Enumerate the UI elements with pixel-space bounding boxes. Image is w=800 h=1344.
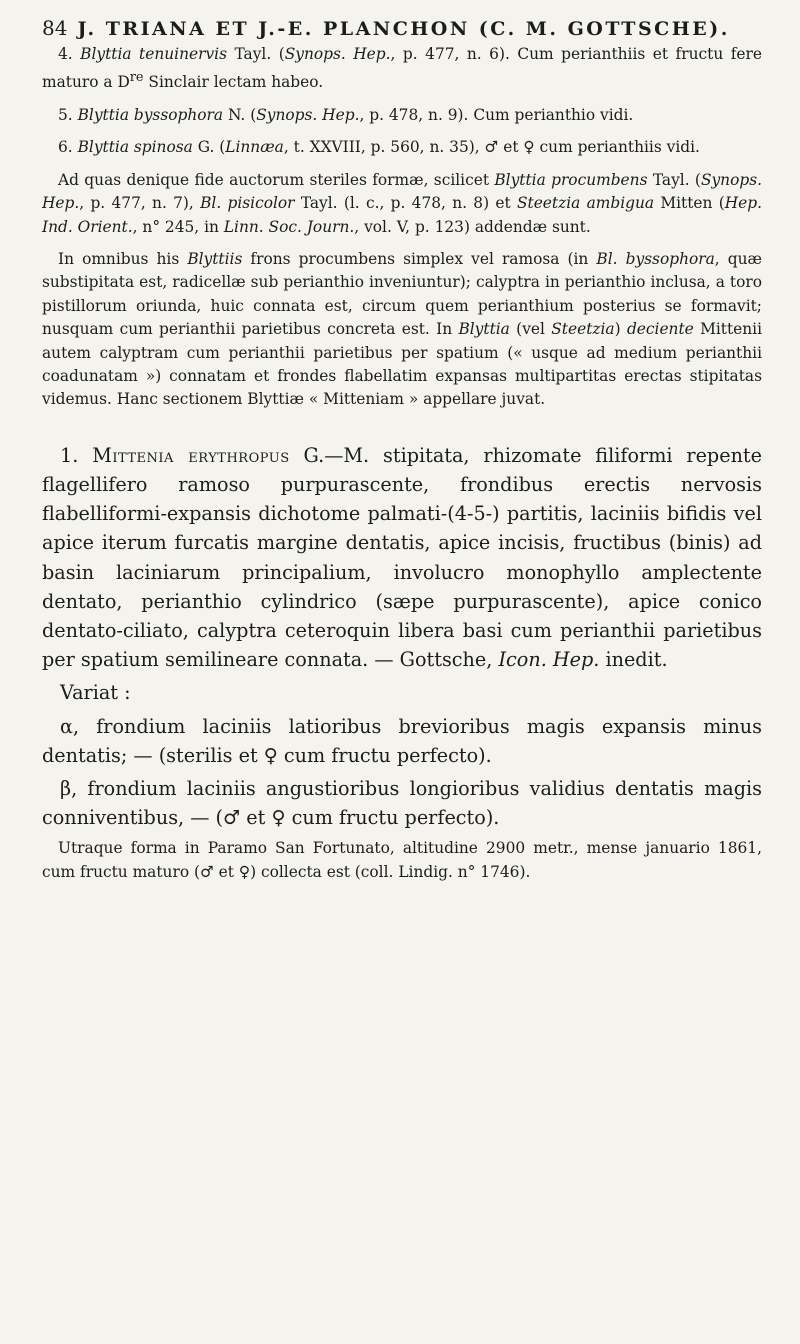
species-name: Mittenia erythropus [92,443,290,467]
text: Tayl. ( [647,170,701,189]
small-text-section [42,43,762,412]
italic-text: Hep. Ind. Orient. [42,194,762,236]
description-text: G.—M. stipitata, rhizomate filiformi repente flagellifero ramoso purpurascente, frondibus erectis nervosis flabelliformi-expansis dichotome palmati-(4-5-) partitis, laciniis bifidis vel apice iterum furcatis margine dentatis, apice incisis, fructibus (binis) ad basin laciniarum principalium, involucro monophyllo amplectente dentato, perianthio cylindrico (sæpe purpurascente), apice conico dentato-ciliato, calyptra ceteroquin libera basi cum perianthii parietibus per spatium semilineare connata. — Gottsche, [42,443,762,672]
paragraph-steriles [42,169,762,239]
text: ) [614,320,627,339]
superscript: re [129,70,144,86]
text: Mitten ( [654,194,725,213]
text: In omnibus his [58,249,188,268]
entry-6 [42,136,762,159]
taxon-name: Blyttia byssophora [77,105,224,124]
entry-number: 6. [58,138,73,157]
text: , n° 245, in [132,217,224,236]
italic-text: Steetzia ambigua [516,194,655,213]
variat-label: Variat : [60,681,131,705]
section-separator [42,421,762,441]
italic-text: Bl. byssophora [596,249,715,268]
entry-4 [42,43,762,95]
entry-number: 1. [60,443,79,467]
text: frons procumbens simplex vel ramosa (in [242,249,597,268]
text: Ad quas denique fide auctorum steriles formæ, scilicet [58,170,495,189]
italic-text: Blyttia [458,320,510,339]
reference-work: Synops. Hep. [256,105,360,124]
entry-number: 4. [58,45,73,63]
author: Tayl. ( [226,45,285,63]
locality-note [42,836,762,884]
text: Mittenii autem calyptram cum perianthii parietibus per spatium (« usque ad medium perianthii coadunatam ») connatam et frondes flabellatim expansas multipartitas erectas stipitatas videmus. Hanc sectionem Blyttiæ « Mitteniam » appellare juvat. [42,320,763,409]
page-number: 84 [42,16,68,40]
mittenia-description [42,441,762,675]
running-head [42,14,762,43]
italic-text: deciente [626,320,694,339]
author: G. ( [192,138,226,157]
italic-text: Synops. Hep. [42,170,762,213]
entry-number: 5. [58,105,73,124]
taxon-name: Blyttia tenuinervis [80,45,227,63]
reference-text: , t. XXVIII, p. 560, n. 35), ♂ et ♀ cum perianthiis vidi. [283,138,700,157]
italic-text: Steetzia [551,320,615,339]
italic-text: Blyttia procumbens [494,170,648,189]
text: Tayl. (l. c., p. 478, n. 8) et [294,194,517,213]
variety-beta: β, frondium laciniis angustioribus longioribus validius dentatis magis conniventibus, — (♂ et ♀ cum fructu perfecto). [42,777,762,830]
reference-text: , p. 478, n. 9). Cum perianthio vidi. [359,105,634,124]
text: , vol. V, p. 123) addendæ sunt. [354,217,591,236]
italic-text: Linn. Soc. Journ. [223,217,355,236]
reference-text: , p. 477, n. 6). Cum perianthiis et fructu fere maturo a D [42,45,762,92]
paragraph-omnibus [42,248,762,412]
entry-tail: Sinclair lectam habeo. [143,73,324,92]
reference-work: Synops. Hep. [284,45,391,63]
author: N. ( [223,105,257,124]
text: inedit. [599,648,668,672]
text: , quæ substipitata est, radicellæ sub perianthio inveniuntur); calyptra in perianthio inclusa, a toro pistillorum oriunda, huic connata est, circum quem perianthium posterius se formavit; nusquam cum perianthii parietibus concreta est. In [42,249,762,339]
text: (vel [509,320,552,339]
taxon-name: Blyttia spinosa [77,138,193,157]
variety-alpha: α, frondium laciniis latioribus brevioribus magis expansis minus dentatis; — (sterilis et ♀ cum fructu perfecto). [42,714,762,767]
large-text-section [42,441,762,833]
text: , p. 477, n. 7), [79,194,201,213]
reference-work: Linnæa [225,138,284,157]
italic-text: Blyttiis [187,249,243,268]
locality-text: Utraque forma in Paramo San Fortunato, altitudine 2900 metr., mense januario 1861, cum fructu maturo (♂ et ♀) collecta est (coll. Lindig. n° 1746). [42,839,762,882]
running-title: J. TRIANA ET J.-E. PLANCHON (C. M. GOTTSCHE). [77,18,730,40]
entry-5 [42,104,762,127]
italic-text: Bl. pisicolor [200,194,295,213]
italic-text: Icon. Hep. [498,648,600,672]
